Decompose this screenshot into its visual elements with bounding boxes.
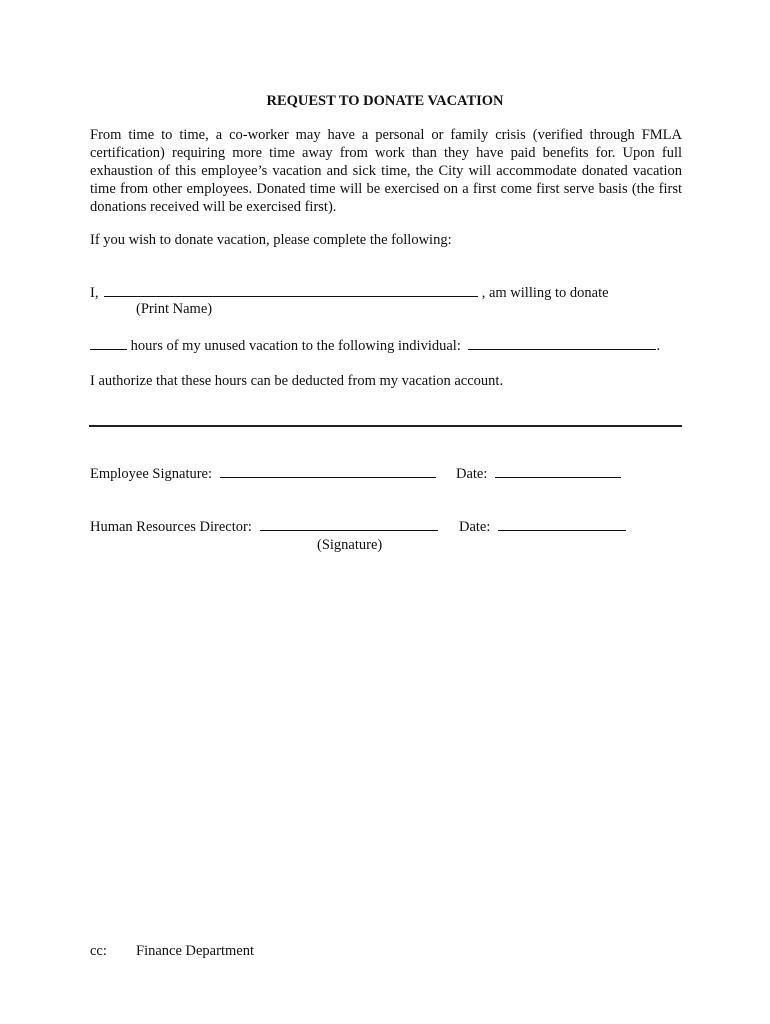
hr-date-field[interactable] — [498, 518, 626, 531]
document-title: REQUEST TO DONATE VACATION — [266, 93, 504, 109]
hr-date-line — [459, 518, 626, 536]
print-name-field[interactable] — [104, 284, 478, 297]
instruction-text: If you wish to donate vacation, please complete the following: — [90, 232, 452, 248]
name-line — [90, 284, 609, 302]
employee-signature-label: Employee Signature: — [90, 466, 213, 482]
section-divider — [89, 425, 682, 427]
name-suffix: , am willing to donate — [481, 285, 609, 301]
authorization-text: I authorize that these hours can be deducted from my vacation account. — [90, 373, 504, 389]
hours-line — [90, 337, 660, 355]
hours-field[interactable] — [90, 337, 127, 350]
employee-signature-field[interactable] — [220, 465, 436, 478]
cc-value: Finance Department — [136, 943, 254, 959]
hr-signature-line — [90, 518, 438, 536]
hr-signature-field[interactable] — [260, 518, 438, 531]
hours-text: hours of my unused vacation to the following individual: — [130, 338, 461, 354]
name-prefix: I, — [90, 285, 99, 301]
hours-end: . — [656, 338, 661, 354]
employee-date-line — [456, 465, 621, 483]
print-name-caption: (Print Name) — [136, 301, 213, 317]
employee-date-field[interactable] — [495, 465, 621, 478]
employee-signature-line — [90, 465, 436, 483]
cc-label: cc: — [90, 943, 107, 959]
recipient-field[interactable] — [468, 337, 656, 350]
signature-caption: (Signature) — [317, 537, 383, 553]
intro-paragraph: From time to time, a co-worker may have a personal or family crisis (verified through FMLA certification) requiring more time away from work than they have paid benefits for. Upon full exhaustion of this employee’s vacation and sick time, the City will accommodate donated vacation time from other employees. Donated time will be exercised on a first come first serve basis (the first donations received will be exercised first). — [90, 127, 682, 215]
date-label: Date: — [459, 519, 491, 535]
date-label: Date: — [456, 466, 488, 482]
hr-director-label: Human Resources Director: — [90, 519, 252, 535]
